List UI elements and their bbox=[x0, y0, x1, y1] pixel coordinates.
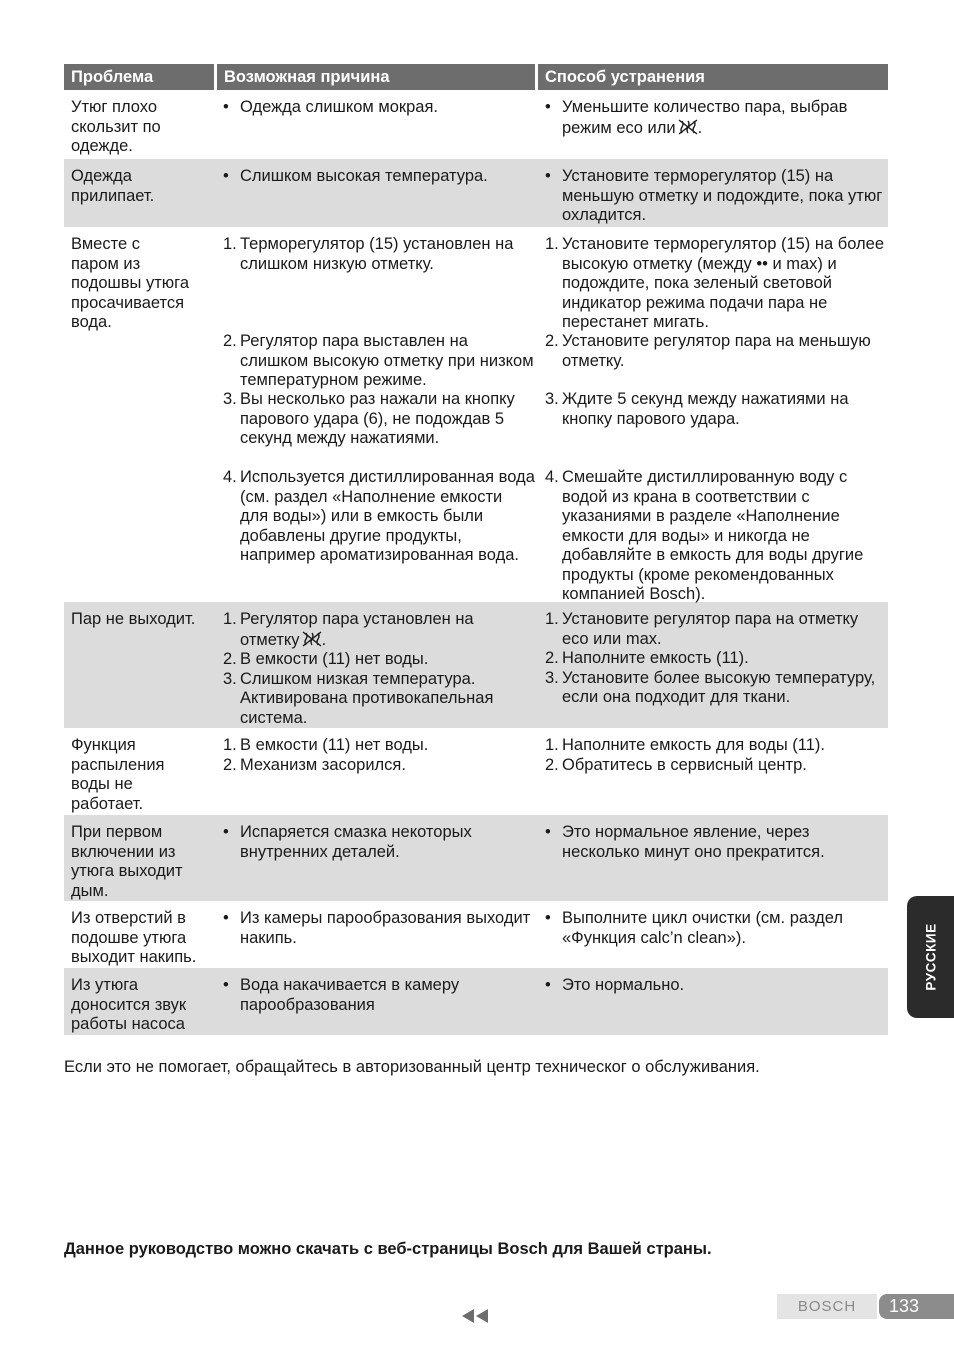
problem-cell: При первом включении из утюга выходит дым. bbox=[71, 823, 183, 900]
problem-cell: Вместе с паром из подошвы утюга просачивается вода. bbox=[71, 235, 190, 331]
fix-item: 2. Обратитесь в сервисный центр. bbox=[545, 755, 807, 774]
language-tab[interactable] bbox=[907, 896, 954, 1018]
fix-item: 4. Смешайте дистиллированную воду с водой из крана в соответствии с указаниями в разделе «Наполнение емкости для воды» и никогда не добавляйте в емкость для воды другие продукты (кроме рекомендованных компанией Bosch). bbox=[545, 468, 864, 603]
header-problem: Проблема bbox=[64, 64, 214, 90]
problem-cell: Функция распыления воды не работает. bbox=[71, 736, 165, 813]
cause-item: 3. Вы несколько раз нажали на кнопку парового удара (6), не подождав 5 секунд между нажатиями. bbox=[223, 390, 515, 447]
cause-item: 1. В емкости (11) нет воды. bbox=[223, 736, 429, 754]
back-arrows-icon[interactable] bbox=[462, 1308, 490, 1324]
language-tab-label: РУССКИЕ bbox=[923, 923, 938, 991]
fix-item: • Уменьшите количество пара, выбрав режим eco или . bbox=[545, 98, 848, 137]
fix-item: • Это нормально. bbox=[545, 976, 685, 994]
table-row bbox=[64, 602, 888, 728]
fix-item: • Установите терморегулятор (15) на меньшую отметку и подождите, пока утюг охладится. bbox=[545, 167, 883, 224]
header-fix: Способ устранения bbox=[538, 64, 888, 90]
header-cause: Возможная причина bbox=[217, 64, 535, 90]
fix-item: 2. Наполните емкость (11). bbox=[545, 649, 749, 667]
table-row bbox=[64, 159, 888, 227]
no-steam-icon bbox=[302, 630, 322, 648]
fix-item: 1. Установите регулятор пара на отметку eco или max. bbox=[545, 610, 859, 648]
cause-item: • Из камеры парообразования выходит накипь. bbox=[223, 909, 531, 947]
cause-item: • Вода накачивается в камеру парообразования bbox=[223, 976, 460, 1014]
fix-item: 1. Установите терморегулятор (15) на более высокую отметку (между •• и max) и подождите, пока зеленый световой индикатор режима подачи пара не перестанет мигать. bbox=[545, 235, 884, 331]
problem-cell: Из утюга доносится звук работы насоса bbox=[71, 976, 187, 1033]
problem-cell: Пар не выходит. bbox=[71, 610, 196, 628]
problem-cell: Из отверстий в подошве утюга выходит накипь. bbox=[71, 909, 197, 966]
download-note: Данное руководство можно скачать с веб-страницы Bosch для Вашей страны. bbox=[64, 1240, 712, 1258]
table-row bbox=[64, 728, 888, 815]
fix-item: 1. Наполните емкость для воды (11). bbox=[545, 736, 825, 754]
cause-item: 1. Регулятор пара установлен на отметку . bbox=[223, 610, 474, 649]
fix-item: • Это нормальное явление, через несколько минут оно прекратится. bbox=[545, 823, 825, 861]
fix-item: 3. Ждите 5 секунд между нажатиями на кнопку парового удара. bbox=[545, 390, 849, 428]
problem-cell: Утюг плохо скользит по одежде. bbox=[71, 98, 161, 155]
table-row bbox=[64, 227, 888, 602]
fix-item: • Выполните цикл очистки (см. раздел «Функция calc’n clean»). bbox=[545, 909, 843, 947]
cause-item: 3. Слишком низкая температура. Активирована противокапельная система. bbox=[223, 669, 494, 727]
troubleshooting-table bbox=[64, 64, 888, 1035]
cause-item: 1. Терморегулятор (15) установлен на слишком низкую отметку. bbox=[223, 235, 514, 273]
cause-item: 2. Механизм засорился. bbox=[223, 755, 406, 774]
fix-item: 3. Установите более высокую температуру, если она подходит для ткани. bbox=[545, 668, 876, 706]
service-note: Если это не помогает, обращайтесь в авторизованный центр техническог о обслуживания. bbox=[64, 1058, 760, 1076]
table-row bbox=[64, 815, 888, 901]
cause-item: 4. Используется дистиллированная вода (см. раздел «Наполнение емкости для воды») или в емкость были добавлены другие продукты, например ароматизированная вода. bbox=[223, 468, 535, 564]
cause-item: 2. В емкости (11) нет воды. bbox=[223, 650, 429, 668]
cause-item: 2. Регулятор пара выставлен на слишком высокую отметку при низком температурном режиме. bbox=[223, 332, 534, 389]
table-row bbox=[64, 968, 888, 1035]
cause-item: • Слишком высокая температура. bbox=[223, 167, 488, 185]
cause-item: • Одежда слишком мокрая. bbox=[223, 98, 438, 116]
fix-item: 2. Установите регулятор пара на меньшую отметку. bbox=[545, 332, 871, 370]
table-row bbox=[64, 90, 888, 159]
table-header bbox=[64, 64, 888, 90]
page-number: 133 bbox=[879, 1294, 954, 1319]
cause-item: • Испаряется смазка некоторых внутренних деталей. bbox=[223, 823, 472, 861]
brand-label: BOSCH bbox=[777, 1294, 877, 1319]
problem-cell: Одежда прилипает. bbox=[71, 167, 155, 205]
table-row bbox=[64, 901, 888, 968]
no-steam-icon bbox=[678, 118, 698, 136]
